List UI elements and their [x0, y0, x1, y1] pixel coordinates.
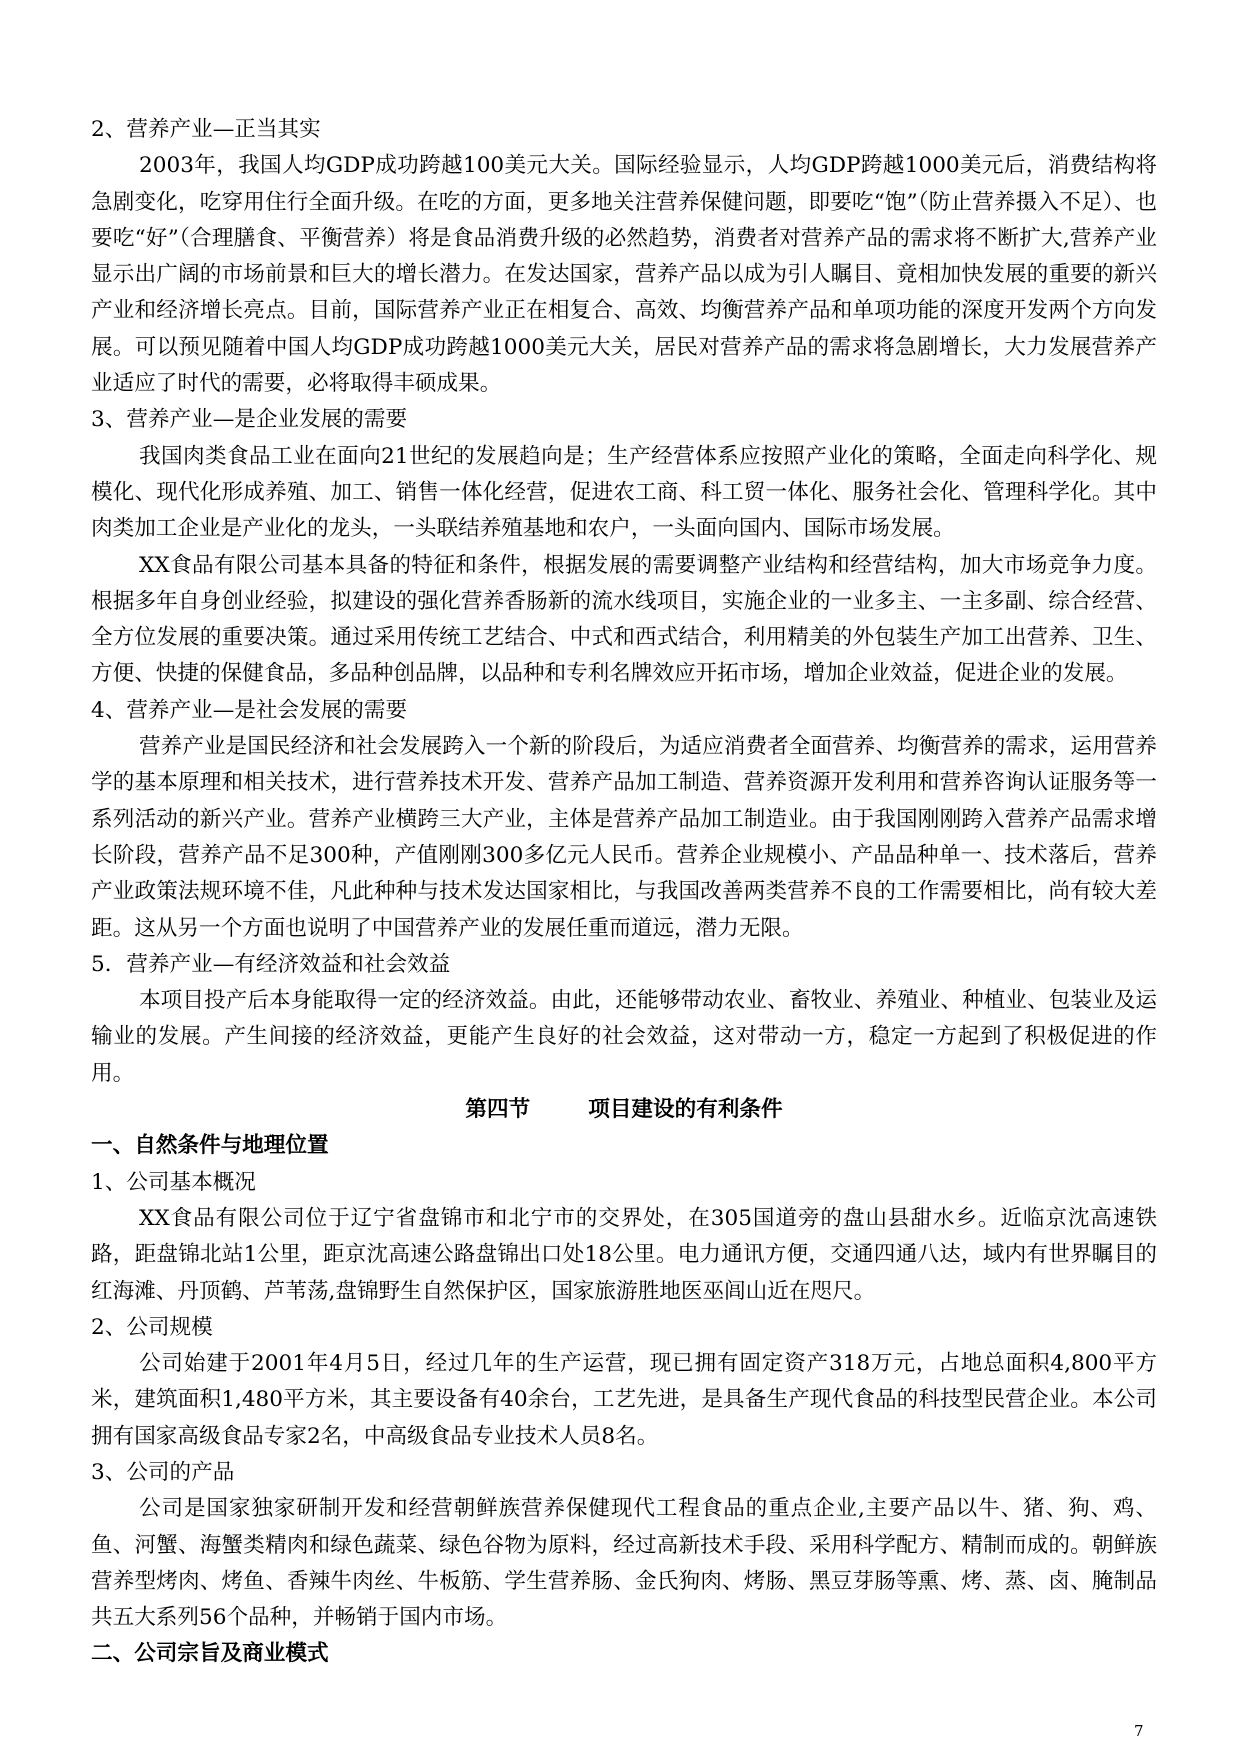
paragraph-item-3a: 我国肉类食品工业在面向21世纪的发展趋向是；生产经营体系应按照产业化的策略，全面走向科学化、规模化、现代化形成养殖、加工、销售一体化经营，促进农工商、科工贸一体化、服务社会化、管理科学化。其中肉类加工企业是产业化的龙头，一头联结养殖基地和农户，一头面向国内、国际市场发展。 [91, 443, 1157, 542]
section-number: 第四节 [465, 1097, 531, 1123]
heading-sub-3: 3、公司的产品 [91, 1459, 235, 1485]
heading-part-2: 二、公司宗旨及商业模式 [91, 1641, 329, 1667]
heading-item-2: 2、营养产业—正当其实 [91, 117, 321, 142]
heading-sub-1: 1、公司基本概况 [91, 1169, 256, 1195]
heading-item-5: 5．营养产业—有经济效益和社会效益 [91, 951, 451, 977]
heading-part-1: 一、自然条件与地理位置 [91, 1133, 329, 1159]
heading-item-3: 3、营养产业—是企业发展的需要 [91, 407, 408, 433]
paragraph-item-3b: XX食品有限公司基本具备的特征和条件，根据发展的需要调整产业结构和经营结构，加大市场竞争力度。根据多年自身创业经验，拟建设的强化营养香肠新的流水线项目，实施企业的一业多主、一主多副、综合经营、全方位发展的重要决策。通过采用传统工艺结合、中式和西式结合，利用精美的外包装生产加工出营养、卫生、方便、快捷的保健食品，多品种创品牌，以品种和专利名牌效应开拓市场，增加企业效益，促进企业的发展。 [91, 552, 1157, 687]
heading-sub-2: 2、公司规模 [91, 1314, 213, 1340]
document-page [91, 112, 1157, 1673]
paragraph-sub-1: XX食品有限公司位于辽宁省盘锦市和北宁市的交界处，在305国道旁的盘山县甜水乡。近临京沈高速铁路，距盘锦北站1公里，距京沈高速公路盘锦出口处18公里。电力通讯方便，交通四通八达，域内有世界瞩目的红海滩、丹顶鹤、芦苇荡,盘锦野生自然保护区，国家旅游胜地医巫闾山近在咫尺。 [91, 1205, 1157, 1304]
paragraph-item-2: 2003年，我国人均GDP成功跨越100美元大关。国际经验显示，人均GDP跨越1000美元后，消费结构将急剧变化，吃穿用住行全面升级。在吃的方面，更多地关注营养保健问题，即要吃“饱”（防止营养摄入不足）、也要吃“好”（合理膳食、平衡营养）将是食品消费升级的必然趋势，消费者对营养产品的需求将不断扩大,营养产业显示出广阔的市场前景和巨大的增长潜力。在发达国家，营养产品以成为引人瞩目、竟相加快发展的重要的新兴产业和经济增长亮点。目前，国际营养产业正在相复合、高效、均衡营养产品和单项功能的深度开发两个方向发展。可以预见随着中国人均GDP成功跨越1000美元大关，居民对营养产品的需求将急剧增长，大力发展营养产业适应了时代的需要，必将取得丰硕成果。 [91, 153, 1157, 397]
paragraph-item-5: 本项目投产后本身能取得一定的经济效益。由此，还能够带动农业、畜牧业、养殖业、种植业、包装业及运输业的发展。产生间接的经济效益，更能产生良好的社会效益，这对带动一方，稳定一方起到了积极促进的作用。 [91, 988, 1157, 1086]
section-heading [91, 1092, 1157, 1128]
paragraph-sub-2: 公司始建于2001年4月5日，经过几年的生产运营，现已拥有固定资产318万元，占地总面积4,800平方米，建筑面积1,480平方米，其主要设备有40余台，工艺先进，是具备生产现代食品的科技型民营企业。本公司拥有国家高级食品专家2名，中高级食品专业技术人员8名。 [91, 1351, 1157, 1449]
section-title: 项目建设的有利条件 [588, 1097, 783, 1123]
page-number: 7 [1134, 1722, 1144, 1740]
paragraph-item-4: 营养产业是国民经济和社会发展跨入一个新的阶段后，为适应消费者全面营养、均衡营养的需求，运用营养学的基本原理和相关技术，进行营养技术开发、营养产品加工制造、营养资源开发利用和营养咨询认证服务等一系列活动的新兴产业。营养产业横跨三大产业，主体是营养产品加工制造业。由于我国刚刚跨入营养产品需求增长阶段，营养产品不足300种，产值刚刚300多亿元人民币。营养企业规模小、产品品种单一、技术落后，营养产业政策法规环境不佳，凡此种种与技术发达国家相比，与我国改善两类营养不良的工作需要相比，尚有较大差距。这从另一个方面也说明了中国营养产业的发展任重而道远，潜力无限。 [91, 734, 1157, 941]
heading-item-4: 4、营养产业—是社会发展的需要 [91, 697, 408, 723]
paragraph-sub-3: 公司是国家独家研制开发和经营朝鲜族营养保健现代工程食品的重点企业,主要产品以牛、猪、狗、鸡、鱼、河蟹、海蟹类精肉和绿色蔬菜、绿色谷物为原料，经过高新技术手段、采用科学配方、精制而成的。朝鲜族营养型烤肉、烤鱼、香辣牛肉丝、牛板筋、学生营养肠、金氏狗肉、烤肠、黑豆芽肠等熏、烤、蒸、卤、腌制品共五大系列56个品种，并畅销于国内市场。 [91, 1496, 1157, 1631]
